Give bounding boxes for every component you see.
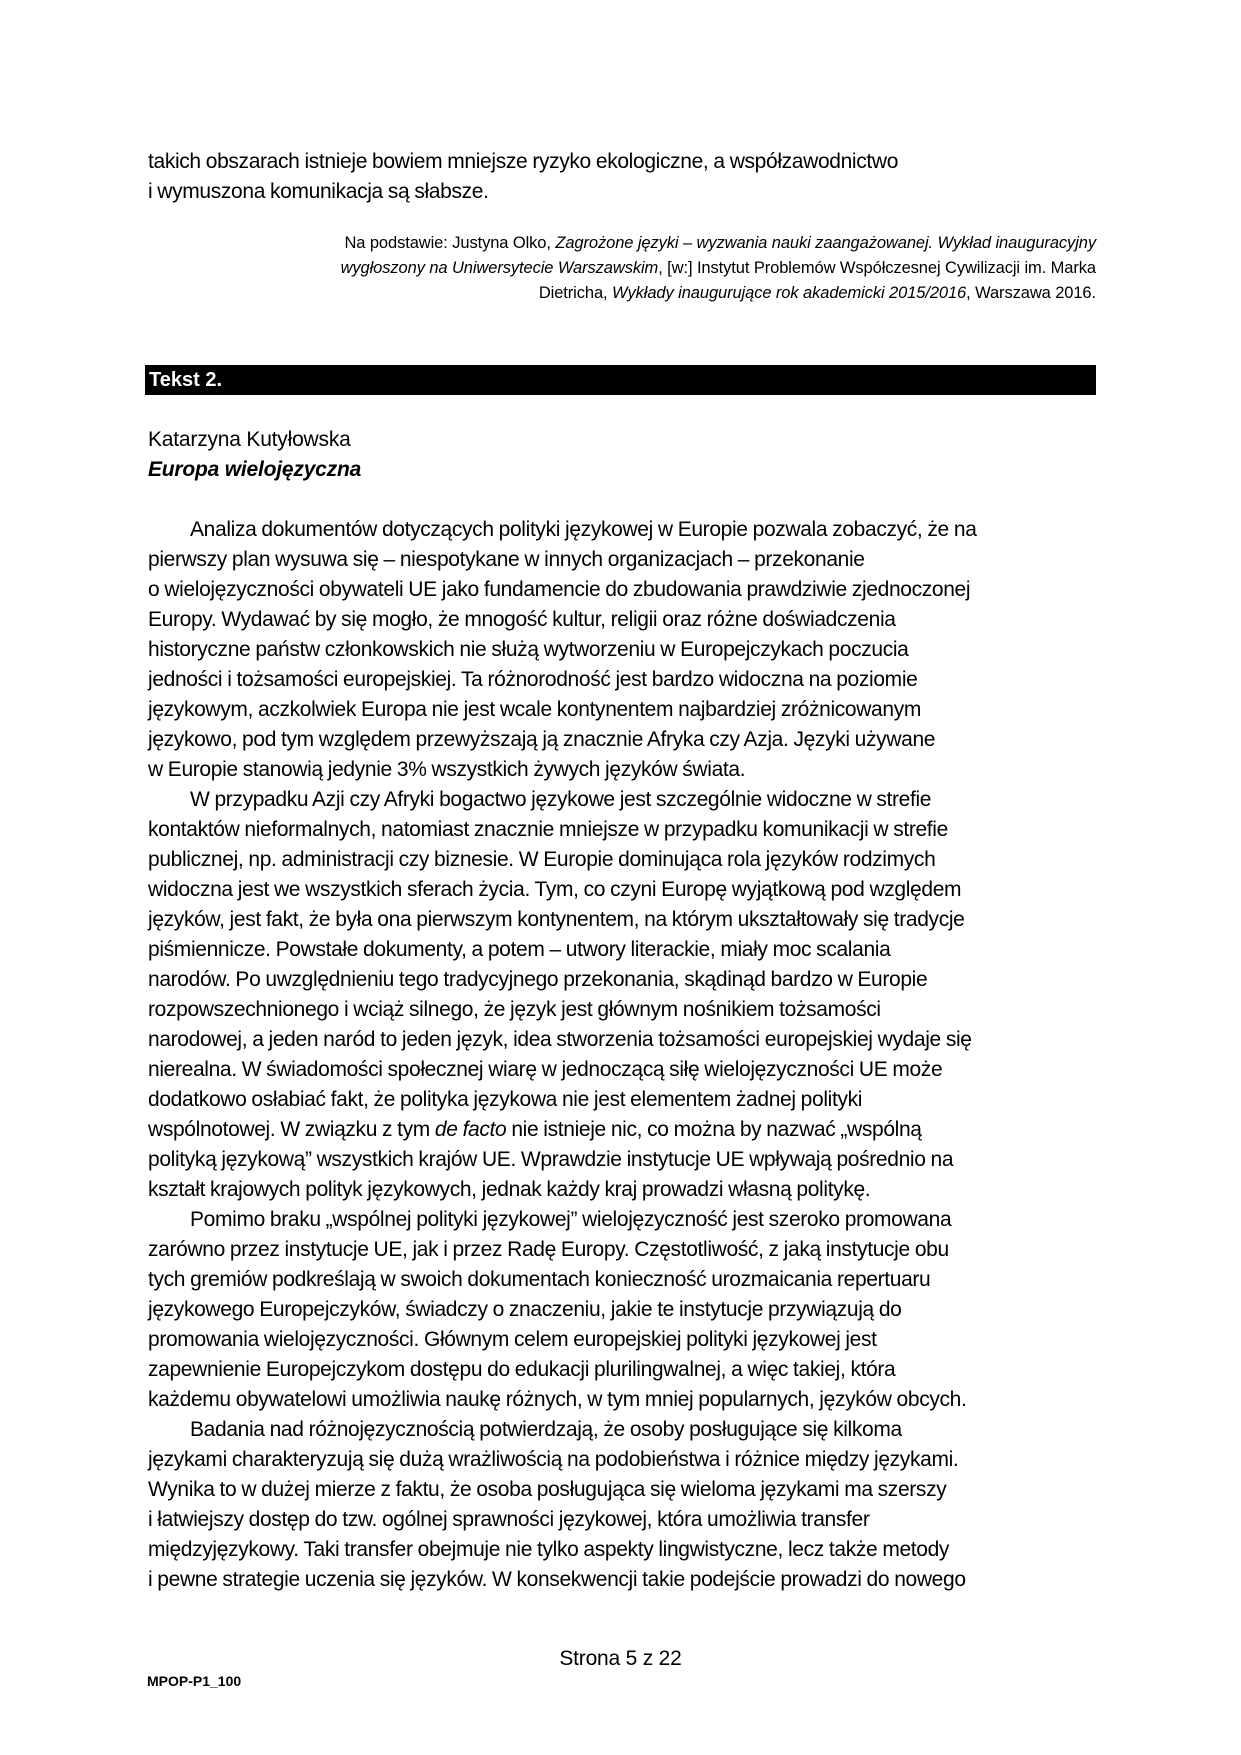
text-line: kształt krajowych polityk językowych, jednak każdy kraj prowadzi własną politykę.: [148, 1178, 871, 1201]
citation-publisher-cont: Dietricha,: [538, 284, 613, 302]
citation-publisher: , [w:] Instytut Problemów Współczesnej Cywilizacji im. Marka: [658, 259, 1096, 277]
italic-term: de facto: [434, 1118, 507, 1141]
citation-prefix: Na podstawie: Justyna Olko,: [344, 234, 556, 252]
text-segment: nie istnieje nic, co można by nazwać „wspólną: [506, 1118, 922, 1141]
citation-title-cont: wygłoszony na Uniwersytecie Warszawskim: [340, 259, 659, 277]
text-line: zapewnienie Europejczykom dostępu do edukacji plurilingwalnej, a więc takiej, która: [148, 1358, 896, 1381]
text-line: narodowej, a jeden naród to jeden język, idea stworzenia tożsamości europejskiej wydaje się: [148, 1028, 972, 1051]
text-line: Europy. Wydawać by się mogło, że mnogość kultur, religii oraz różne doświadczenia: [148, 608, 896, 631]
exam-code: MPOP-P1_100: [147, 1673, 242, 1689]
text-line: o wielojęzyczności obywateli UE jako fundamencie do zbudowania prawdziwie zjednoczonej: [148, 578, 971, 601]
text-line: kontaktów nieformalnych, natomiast znacznie mniejsze w przypadku komunikacji w strefie: [148, 818, 948, 841]
citation-line: [200, 256, 1096, 281]
text-line-with-italic: [148, 1115, 1098, 1145]
text-line: językowo, pod tym względem przewyższają ją znacznie Afryka czy Azja. Języki używane: [148, 728, 936, 751]
citation-suffix: , Warszawa 2016.: [966, 284, 1096, 302]
paragraph-2: [148, 785, 1098, 1205]
text-line: języków, jest fakt, że była ona pierwszym kontynentem, na którym ukształtowały się tradycje: [148, 908, 965, 931]
text-line: językowego Europejczyków, świadczy o znaczeniu, jakie te instytucje przywiązują do: [148, 1298, 902, 1321]
text-line: narodów. Po uwzględnieniu tego tradycyjnego przekonania, skądinąd bardzo w Europie: [148, 968, 928, 991]
text-line: jedności i tożsamości europejskiej. Ta różnorodność jest bardzo widoczna na poziomie: [148, 668, 918, 691]
source-citation: [200, 231, 1096, 306]
text-line: zarówno przez instytucje UE, jak i przez Radę Europy. Częstotliwość, z jaką instytucje obu: [148, 1238, 949, 1261]
paragraph-4: [148, 1415, 1098, 1595]
article-title: Europa wielojęzyczna: [148, 458, 362, 481]
text-line: promowania wielojęzyczności. Głównym celem europejskiej polityki językowej jest: [148, 1328, 877, 1351]
text-line: w Europie stanowią jedynie 3% wszystkich żywych języków świata.: [148, 758, 746, 781]
article-author: Katarzyna Kutyłowska: [148, 428, 351, 451]
text-line: polityką językową” wszystkich krajów UE. Wprawdzie instytucje UE wpływają pośrednio na: [148, 1148, 954, 1171]
citation-book: Wykłady inaugurujące rok akademicki 2015/2016: [612, 284, 967, 302]
page-number: Strona 5 z 22: [559, 1647, 682, 1670]
text-line: historyczne państw członkowskich nie służą wytworzeniu w Europejczykach poczucia: [148, 638, 909, 661]
text-line: i wymuszona komunikacja są słabsze.: [148, 180, 489, 203]
text-line: językowym, aczkolwiek Europa nie jest wcale kontynentem najbardziej zróżnicowanym: [148, 698, 922, 721]
text-line: piśmiennicze. Powstałe dokumenty, a potem – utwory literackie, miały moc scalania: [148, 938, 891, 961]
text-line: międzyjęzykowy. Taki transfer obejmuje nie tylko aspekty lingwistyczne, lecz także metody: [148, 1538, 950, 1561]
text-line: takich obszarach istnieje bowiem mniejsze ryzyko ekologiczne, a współzawodnictwo: [148, 150, 899, 173]
text-line: i pewne strategie uczenia się języków. W konsekwencji takie podejście prowadzi do nowego: [148, 1568, 966, 1591]
text-line: Pomimo braku „wspólnej polityki językowej” wielojęzyczność jest szeroko promowana: [190, 1208, 952, 1231]
text-line: Wynika to w dużej mierze z faktu, że osoba posługująca się wieloma językami ma szerszy: [148, 1478, 947, 1501]
previous-text-ending: [148, 147, 1098, 207]
text-line: W przypadku Azji czy Afryki bogactwo językowe jest szczególnie widoczne w strefie: [190, 788, 932, 811]
text-line: dodatkowo osłabiać fakt, że polityka językowa nie jest elementem żadnej polityki: [148, 1088, 863, 1111]
text-line: nierealna. W świadomości społecznej wiarę w jednoczącą siłę wielojęzyczności UE może: [148, 1058, 943, 1081]
text-line: Analiza dokumentów dotyczących polityki językowej w Europie pozwala zobaczyć, że na: [190, 518, 977, 541]
text-line: tych gremiów podkreślają w swoich dokumentach konieczność urozmaicania repertuaru: [148, 1268, 931, 1291]
citation-title: Zagrożone języki – wyzwania nauki zaangażowanej. Wykład inauguracyjny: [555, 234, 1096, 252]
text-line: i łatwiejszy dostęp do tzw. ogólnej sprawności językowej, która umożliwia transfer: [148, 1508, 870, 1531]
text-line: Badania nad różnojęzycznością potwierdzają, że osoby posługujące się kilkoma: [190, 1418, 902, 1441]
text-line: widoczna jest we wszystkich sferach życia. Tym, co czyni Europę wyjątkową pod względem: [148, 878, 962, 901]
paragraph-1: [148, 515, 1098, 785]
text-segment: wspólnotowej. W związku z tym: [148, 1118, 435, 1141]
section-header: Tekst 2.: [145, 365, 1096, 395]
text-line: pierwszy plan wysuwa się – niespotykane w innych organizacjach – przekonanie: [148, 548, 865, 571]
text-line: rozpowszechnionego i wciąż silnego, że język jest głównym nośnikiem tożsamości: [148, 998, 881, 1021]
text-line: językami charakteryzują się dużą wrażliwością na podobieństwa i różnice między językami.: [148, 1448, 959, 1471]
citation-line: [200, 231, 1096, 256]
article-body: [148, 515, 1098, 1595]
text-line: każdemu obywatelowi umożliwia naukę różnych, w tym mniej popularnych, języków obcych.: [148, 1388, 967, 1411]
text-line: publicznej, np. administracji czy biznesie. W Europie dominująca rola języków rodzimych: [148, 848, 936, 871]
paragraph-3: [148, 1205, 1098, 1415]
citation-line: [200, 281, 1096, 306]
